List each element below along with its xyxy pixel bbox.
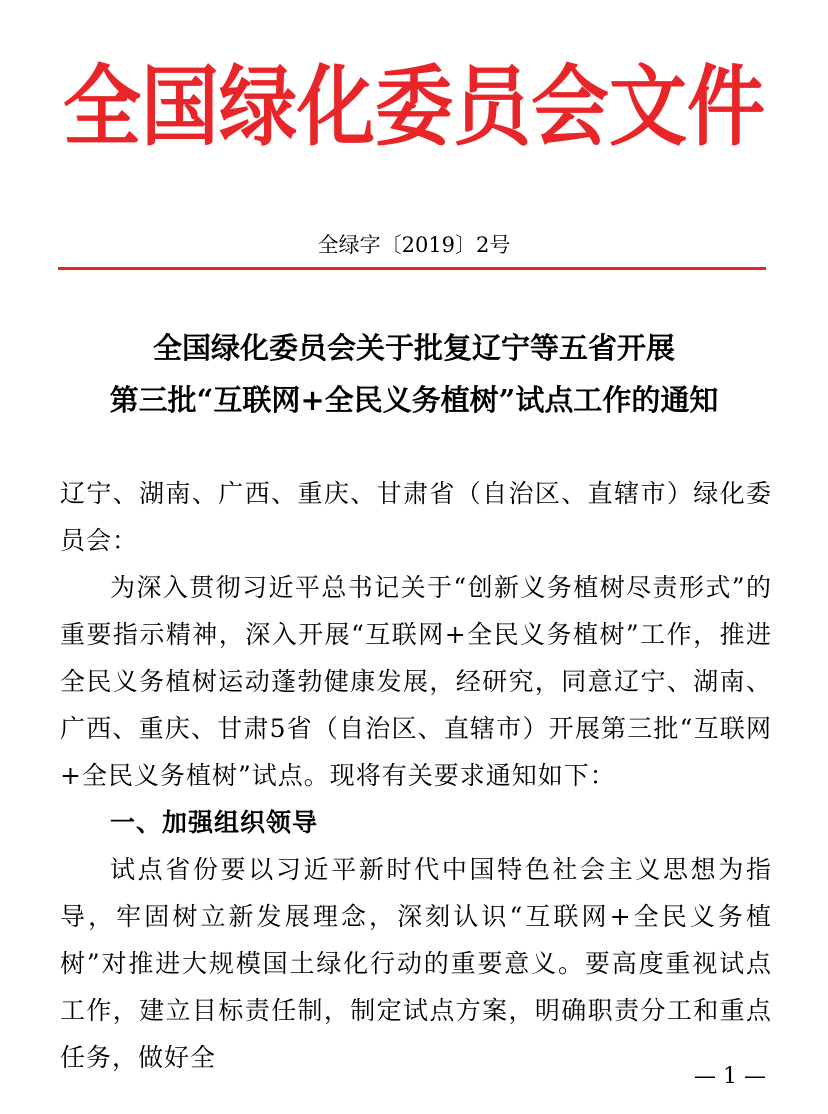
notice-body (60, 470, 772, 1081)
paragraph-intro: 为深入贯彻习近平总书记关于“创新义务植树尽责形式”的重要指示精神，深入开展“互联网+全民义务植树”工作，推进全民义务植树运动蓬勃健康发展，经研究，同意辽宁、湖南、广西、重庆、甘肃5省（自治区、直辖市）开展第三批“互联网+全民义务植树”试点。现将有关要求通知如下： (60, 573, 772, 790)
paragraph-section-1: 试点省份要以习近平新时代中国特色社会主义思想为指导，牢固树立新发展理念，深刻认识“互联网+全民义务植树”对推进大规模国土绿化行动的重要意义。要高度重视试点工作，建立目标责任制，制定试点方案，明确职责分工和重点任务，做好全 (60, 855, 772, 1072)
document-number: 全绿字〔2019〕2号 (317, 233, 511, 257)
notice-title-line-2: 第三批“互联网+全民义务植树”试点工作的通知 (109, 383, 719, 417)
section-heading-1: 一、加强组织领导 (110, 808, 319, 837)
notice-title-line-1: 全国绿化委员会关于批复辽宁等五省开展 (152, 331, 675, 365)
red-divider-line (58, 267, 766, 270)
notice-title (40, 322, 788, 426)
salutation: 辽宁、湖南、广西、重庆、甘肃省（自治区、直辖市）绿化委员会： (60, 479, 772, 555)
masthead-title: 全国绿化委员会文件 (62, 57, 765, 159)
page-number: — 1 — (694, 1064, 766, 1089)
